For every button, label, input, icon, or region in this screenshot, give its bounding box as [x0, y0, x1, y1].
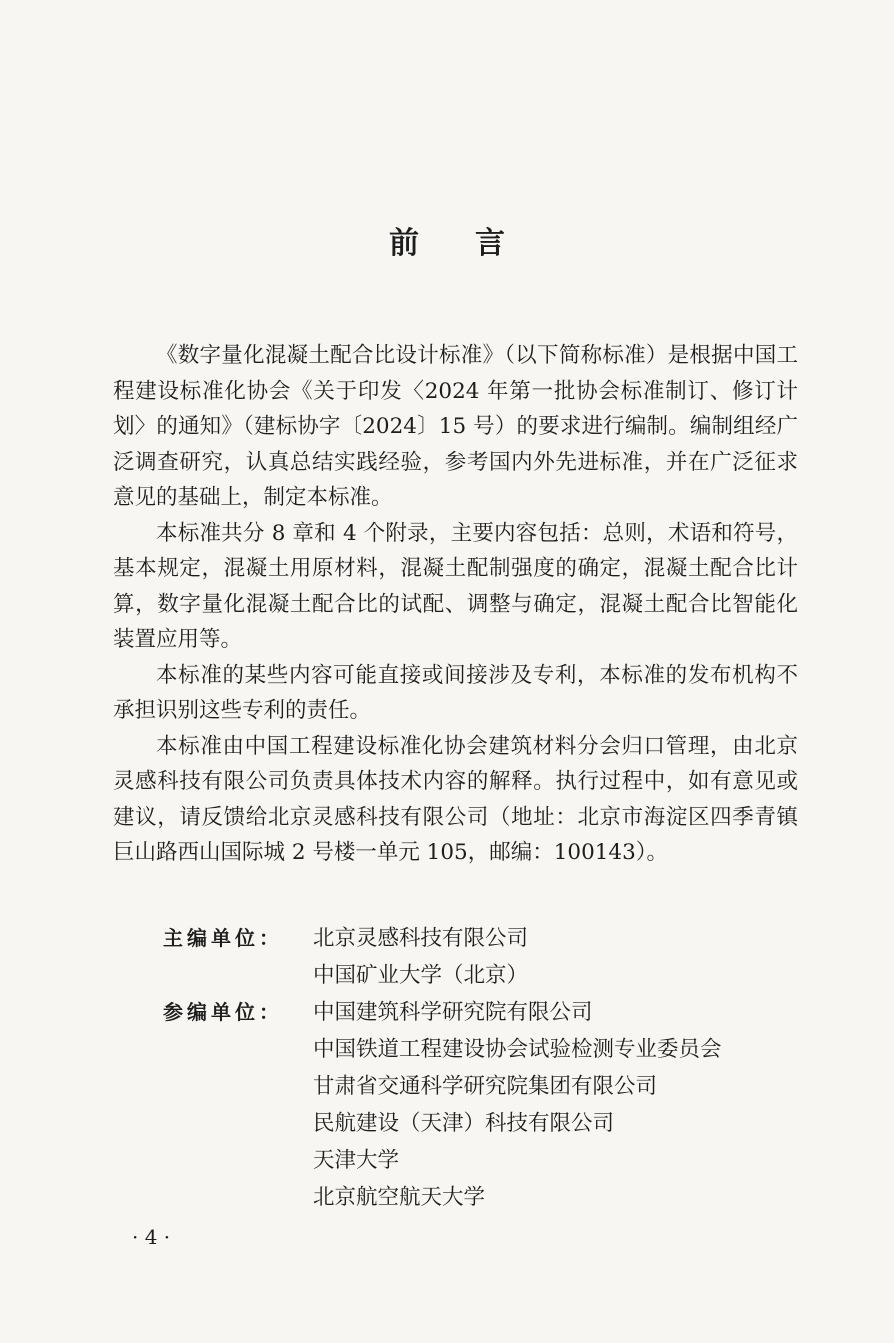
paragraph-basis: 《数字量化混凝土配合比设计标准》（以下简称标准）是根据中国工程建设标准化协会《关于印发〈2024 年第一批协会标准制订、修订计划〉的通知》（建标协字〔2024〕15 号）的要求进行编制。编制组经广泛调查研究，认真总结实践经验，参考国内外先进标准，并在广泛征求意见的基础上，制定本标准。	[113, 343, 798, 510]
participating-group	[113, 994, 798, 1216]
chief-editor-unit: 北京灵感科技有限公司	[313, 926, 529, 951]
page-number: · 4 ·	[132, 1225, 171, 1249]
title-char-1: 前	[389, 226, 419, 261]
paragraph-contents: 本标准共分 8 章和 4 个附录，主要内容包括：总则，术语和符号，基本规定，混凝土用原材料，混凝土配制强度的确定，混凝土配合比计算，数字量化混凝土配合比的试配、调整与确定，混凝土配合比智能化装置应用等。	[113, 520, 798, 652]
participating-list	[313, 994, 798, 1216]
preface-body	[113, 338, 798, 871]
participating-unit: 中国铁道工程建设协会试验检测专业委员会	[313, 1037, 722, 1062]
paragraph-management: 本标准由中国工程建设标准化协会建筑材料分会归口管理，由北京灵感科技有限公司负责具体技术内容的解释。执行过程中，如有意见或建议，请反馈给北京灵感科技有限公司（地址：北京市海淀区四季青镇巨山路西山国际城 2 号楼一单元 105，邮编：100143）。	[113, 733, 798, 865]
participating-unit: 中国建筑科学研究院有限公司	[313, 1000, 593, 1025]
page-title	[0, 222, 894, 266]
participating-unit: 北京航空航天大学	[313, 1185, 486, 1210]
chief-editor-unit: 中国矿业大学（北京）	[313, 963, 529, 988]
chief-editor-group	[113, 920, 798, 994]
drafting-units	[113, 920, 798, 1216]
participating-unit: 民航建设（天津）科技有限公司	[313, 1111, 615, 1136]
participating-unit: 甘肃省交通科学研究院集团有限公司	[313, 1074, 658, 1099]
title-char-2: 言	[475, 226, 505, 261]
chief-editor-label: 主编单位：	[163, 926, 283, 950]
participating-unit: 天津大学	[313, 1148, 400, 1173]
paragraph-patent: 本标准的某些内容可能直接或间接涉及专利，本标准的发布机构不承担识别这些专利的责任。	[113, 662, 798, 723]
participating-label: 参编单位：	[163, 1000, 283, 1024]
chief-editor-list	[313, 920, 798, 994]
